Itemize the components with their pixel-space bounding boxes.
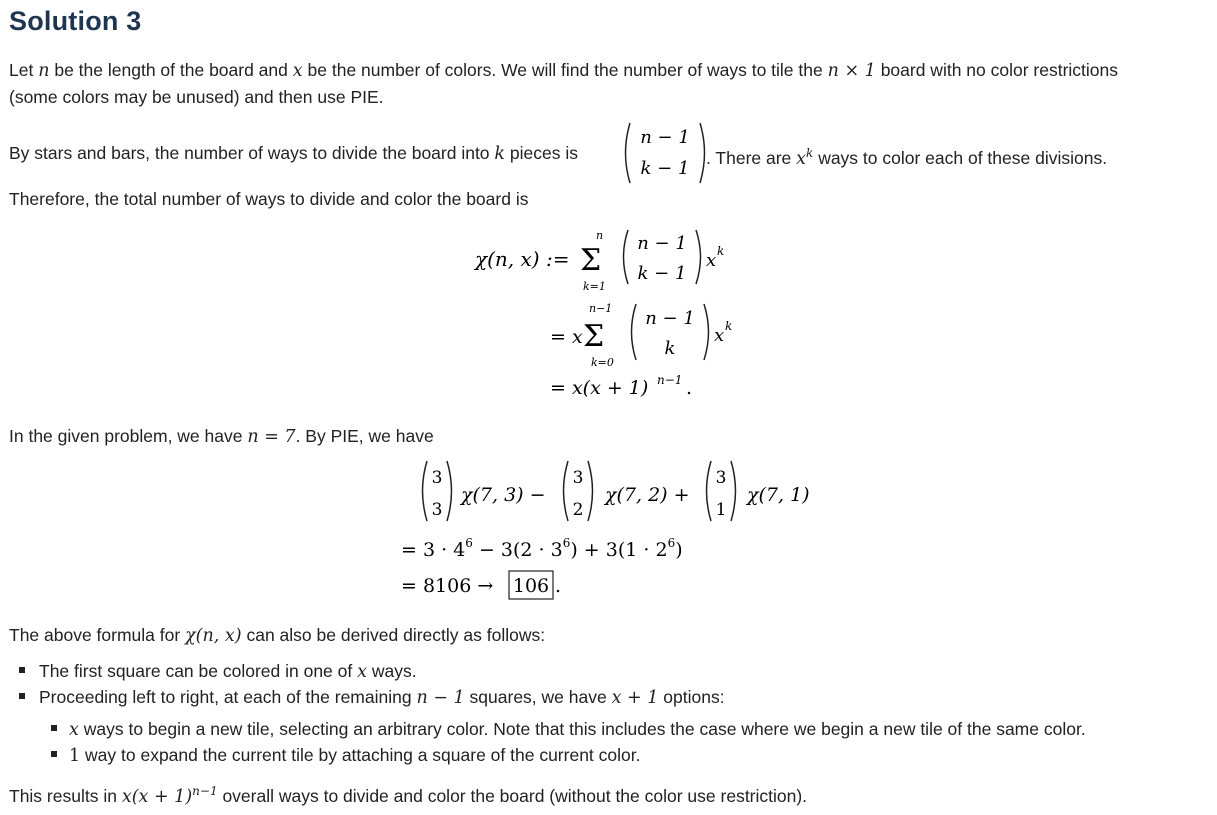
chi-definition: χ(n, x) := (475, 247, 570, 271)
math-xk: $x^k$ (796, 146, 814, 169)
binom-bottom: k − 1 (640, 158, 690, 179)
stars-a: By stars and bars, the number of ways to divide the board into (9, 143, 490, 163)
answer-value: 106 (512, 575, 550, 597)
given-text (9, 423, 434, 450)
sum2-upper: n−1 (589, 302, 613, 315)
math-x: x (69, 720, 79, 740)
term1: x (706, 250, 717, 271)
math-x: x (357, 662, 367, 682)
bullet-icon (19, 693, 25, 699)
binomial-stars (620, 118, 710, 188)
math-result: $x(x + 1)^{n-1}$ (121, 784, 218, 807)
pie-line3: = 8106 → (401, 575, 494, 597)
intro-text-a: Let (9, 60, 34, 80)
eq3: = x(x + 1) (550, 377, 649, 399)
given-a: In the given problem, we have (9, 426, 243, 446)
pie-binom1-top: 3 (431, 468, 443, 488)
list-item: 1 way to expand the current tile by attaching a square of the current color. (69, 745, 641, 766)
pie-block (395, 455, 825, 605)
sum1-upper: n (596, 229, 604, 242)
term2: x (714, 325, 725, 346)
stars-b: pieces is (509, 143, 578, 163)
pie-line2-a: = $3 \cdot 4^6 - 3(2 \cdot 3^6) + 3(1 \cdot 2^6)$ (401, 536, 683, 561)
term2-exp: k (725, 319, 733, 333)
stars-c: . There are (706, 147, 792, 168)
binom1-bottom: k − 1 (637, 263, 687, 284)
math-chi: χ(n, x) (185, 626, 242, 646)
bullet-icon (51, 725, 57, 731)
page-title: Solution 3 (9, 6, 142, 36)
pie-binom1-bottom: 3 (431, 500, 443, 520)
sum1-sigma: Σ (580, 243, 602, 278)
intro-line-1 (9, 57, 1118, 84)
intro-text-d: board with no color restrictions (880, 60, 1119, 80)
pie-line3-end: . (555, 575, 562, 597)
intro-line-2: (some colors may be unused) and then use PIE. (9, 87, 384, 107)
binom2-top: n − 1 (645, 308, 695, 329)
pie-chi-2: χ(7, 2) + (605, 484, 690, 506)
bullet-icon (51, 751, 57, 757)
binom1-top: n − 1 (637, 233, 687, 254)
pie-chi-3: χ(7, 1) (747, 484, 810, 506)
above-text (9, 622, 545, 649)
math-x-plus-1: x + 1 (611, 688, 659, 708)
math-one: 1 (69, 746, 81, 766)
eq2-lhs: = x (550, 326, 583, 348)
math-board-size: n × 1 (827, 61, 876, 81)
math-n-eq-7: n = 7 (247, 427, 296, 447)
sum1-lower: k=1 (583, 280, 606, 293)
given-b: . By PIE, we have (295, 426, 434, 446)
binom-top: n − 1 (640, 127, 690, 148)
list-item: The first square can be colored in one of x ways. (39, 661, 417, 682)
intro-text-c: be the number of colors. We will find the number of ways to tile the (307, 60, 823, 80)
above-b: can also be derived directly as follows: (246, 625, 546, 645)
list-item: x ways to begin a new tile, selecting an arbitrary color. Note that this includes the case where we begin a new tile of the same color. (69, 719, 1086, 740)
therefore-text: Therefore, the total number of ways to divide and color the board is (9, 189, 529, 209)
eq3-end: . (686, 377, 693, 399)
pie-binom3-top: 3 (715, 468, 727, 488)
stars-text-b (706, 140, 1107, 172)
sum2-sigma: Σ (583, 319, 605, 354)
result-text: This results in $x(x + 1)^{n-1}$ overall ways to divide and color the board (without the color use restriction). (9, 784, 808, 807)
list-item: Proceeding left to right, at each of the remaining n − 1 squares, we have x + 1 options: (39, 687, 725, 708)
derivation-block (470, 222, 770, 407)
math-x: x (292, 61, 303, 81)
binom2-bottom: k (664, 338, 676, 359)
sum2-lower: k=0 (591, 356, 614, 369)
intro-text-b: be the length of the board and (54, 60, 288, 80)
pie-binom2-bottom: 2 (572, 500, 584, 520)
pie-binom2-top: 3 (572, 468, 584, 488)
math-k: k (494, 144, 506, 164)
above-a: The above formula for (9, 625, 181, 645)
eq3-exp: n−1 (657, 373, 683, 387)
pie-chi-1: χ(7, 3) − (461, 484, 546, 506)
stars-d: ways to color each of these divisions. (818, 147, 1108, 168)
pie-binom3-bottom: 1 (715, 500, 727, 520)
term1-exp: k (717, 244, 725, 258)
math-n-minus-1: n − 1 (416, 688, 465, 708)
bullet-icon (19, 667, 25, 673)
math-n: n (38, 61, 50, 81)
stars-text-a (9, 140, 578, 167)
